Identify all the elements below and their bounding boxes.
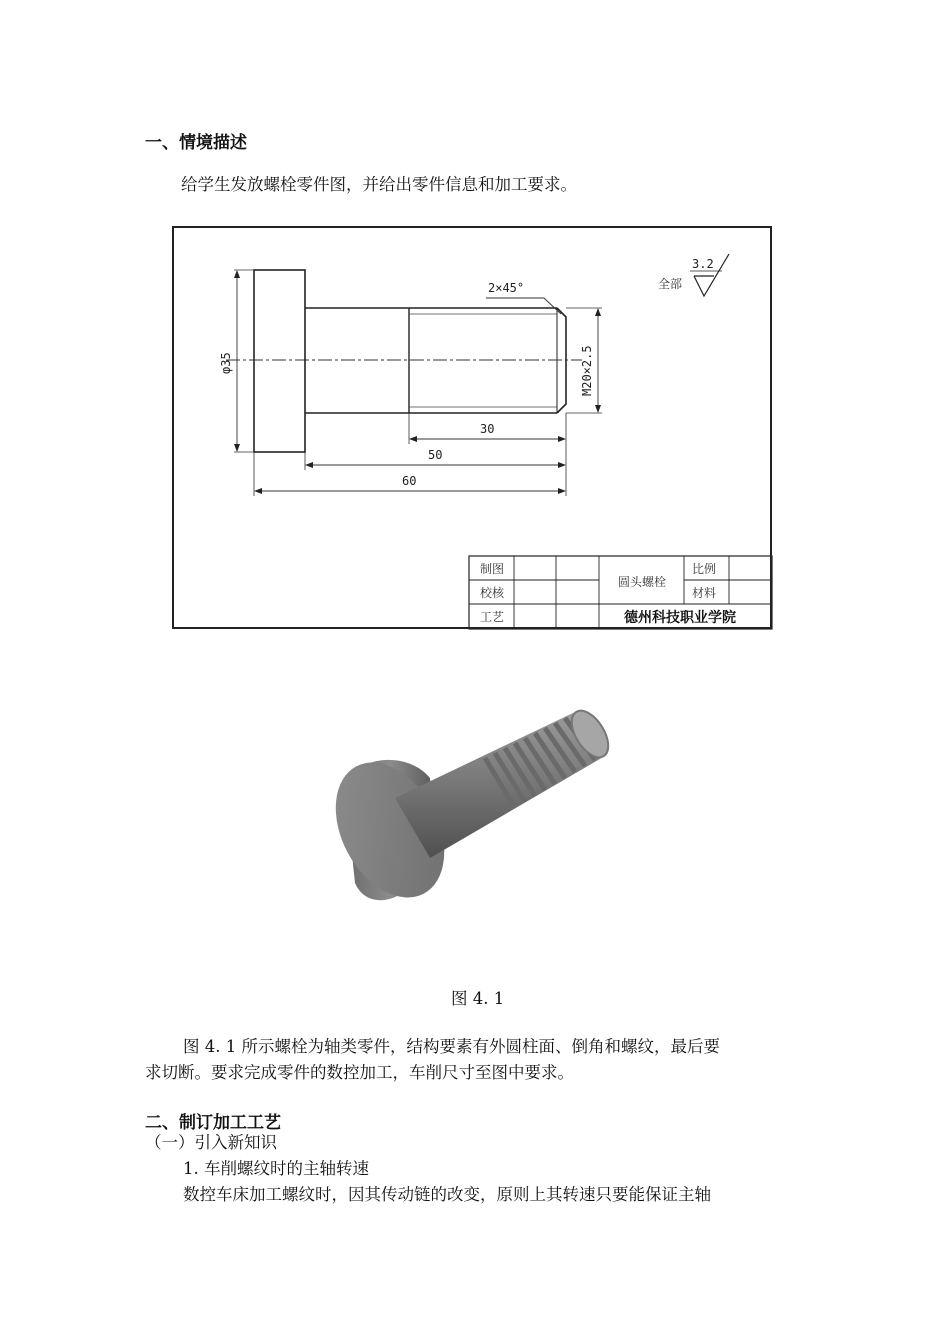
tb-material-label: 材料 [692, 586, 717, 600]
dim-chamfer-label: 2×45° [488, 281, 525, 295]
dim-diameter-label: φ35 [219, 352, 233, 374]
section-2-item1: 1. 车削螺纹时的主轴转速 [183, 1159, 369, 1178]
tb-scale-label: 比例 [692, 562, 717, 576]
tb-process-label: 工艺 [480, 610, 505, 624]
section-1-intro: 给学生发放螺栓零件图，并给出零件信息和加工要求。 [181, 175, 577, 194]
section-2-para-start: 数控车床加工螺纹时，因其传动链的改变，原则上其转速只要能保证主轴 [183, 1185, 711, 1204]
dim-thread-label: M20×2.5 [580, 345, 594, 396]
bolt-drawing-svg [174, 228, 774, 631]
tb-school-name: 德州科技职业学院 [624, 610, 736, 626]
body-para-line1: 图 4. 1 所示螺栓为轴类零件，结构要素有外圆柱面、倒角和螺纹，最后要 [183, 1037, 720, 1056]
bolt-3d-render [335, 698, 615, 913]
part-drawing [172, 226, 772, 629]
chamfer-leader [486, 298, 561, 314]
bolt-head-outline [254, 270, 305, 452]
tb-check-label: 校核 [480, 586, 505, 600]
tb-part-name: 圆头螺栓 [618, 575, 667, 589]
figure-caption: 图 4. 1 [451, 989, 505, 1008]
dim-60-label: 60 [402, 474, 417, 488]
section-2-heading: 二、制订加工工艺 [145, 1113, 281, 1133]
tb-drafting-label: 制图 [480, 562, 505, 576]
section-2-sub1: （一）引入新知识 [145, 1133, 277, 1152]
dim-30-label: 30 [480, 422, 495, 436]
section-1-heading: 一、情境描述 [145, 133, 247, 153]
roughness-value: 3.2 [692, 257, 714, 271]
dim-50-label: 50 [428, 448, 443, 462]
roughness-all-label: 全部 [658, 277, 683, 291]
body-para-line2: 求切断。要求完成零件的数控加工，车削尺寸至图中要求。 [145, 1063, 574, 1082]
title-block [469, 556, 772, 629]
